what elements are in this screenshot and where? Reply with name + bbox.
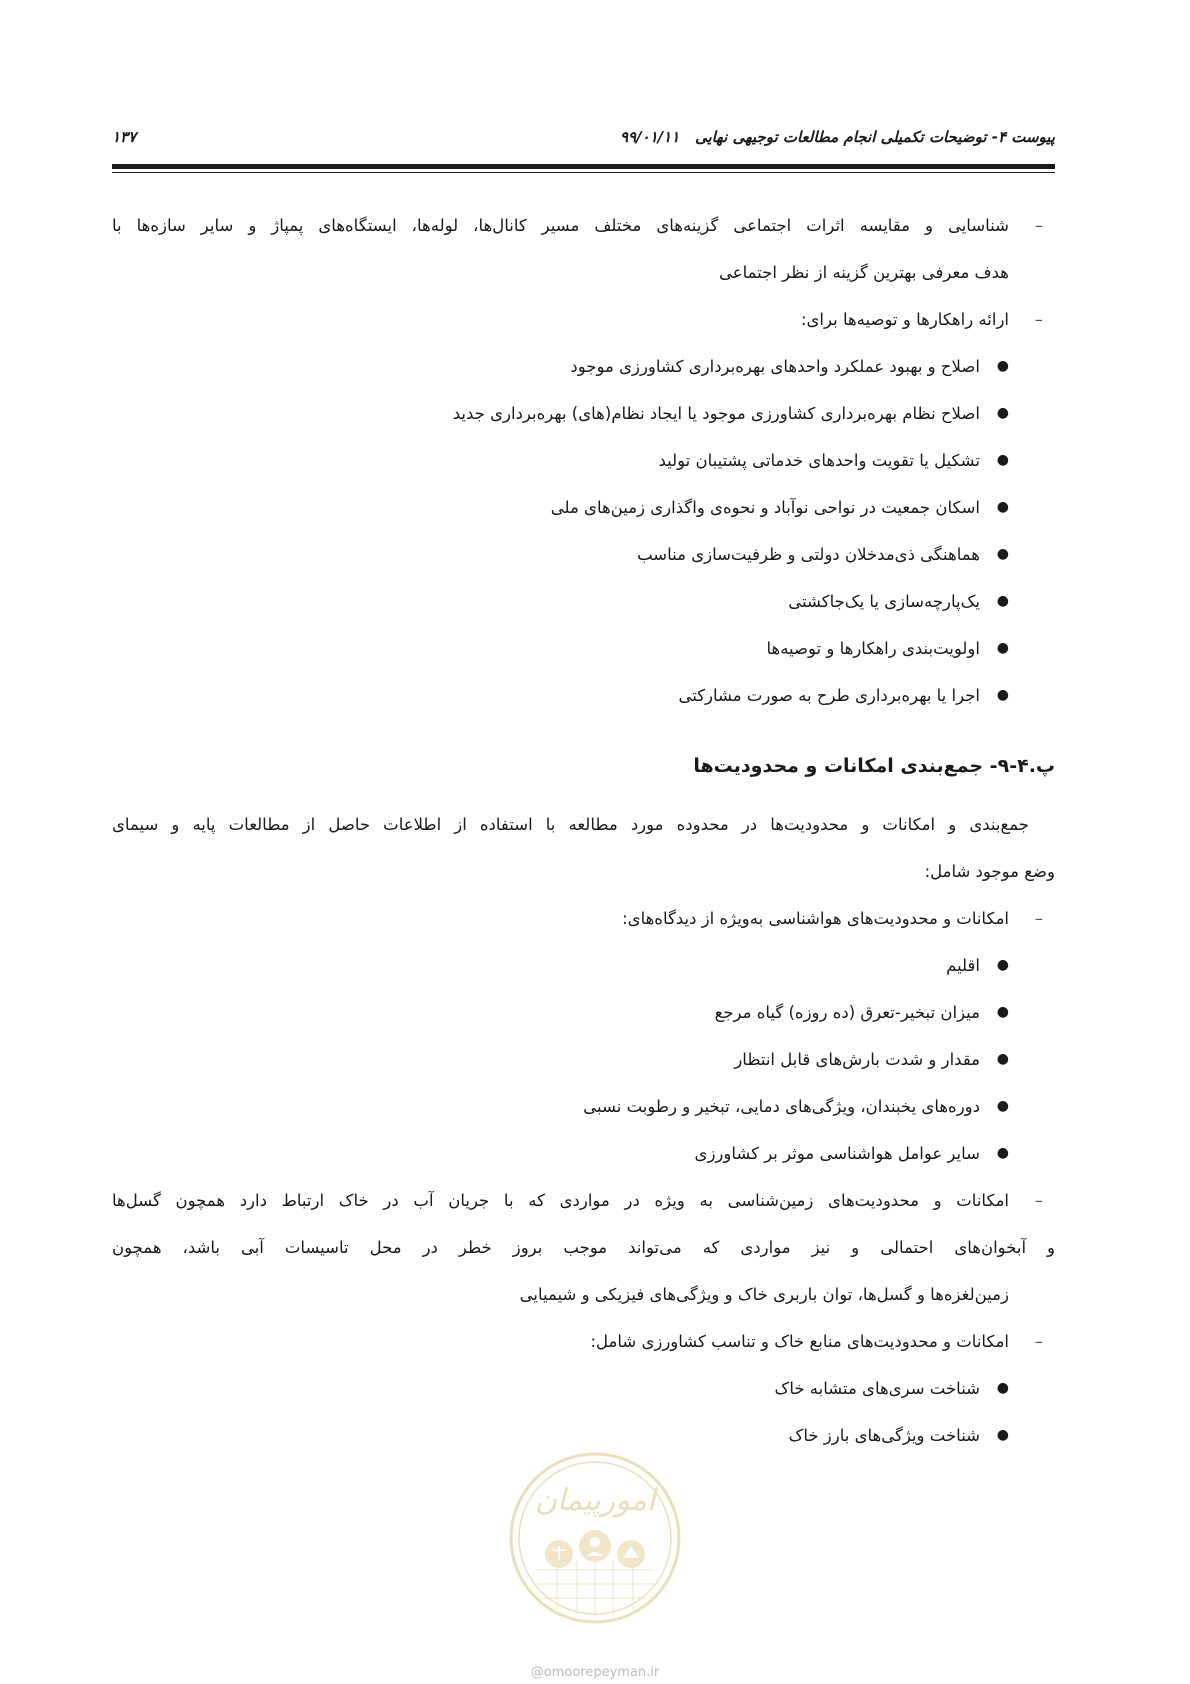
- dash-marker: –: [1034, 909, 1043, 928]
- intro-paragraph-line: وضع موجود شامل:: [924, 862, 1055, 881]
- bullet-text: اصلاح و بهبود عملکرد واحدهای بهره‌برداری کشاورزی موجود: [570, 357, 980, 376]
- bullet-item: [112, 390, 1055, 437]
- bullet-text: دوره‌های یخبندان، ویژگی‌های دمایی، تبخیر و رطوبت نسبی: [583, 1097, 980, 1116]
- bullet-item: [112, 672, 1055, 719]
- bullet-item: [112, 437, 1055, 484]
- bullet-text: اولویت‌بندی راهکارها و توصیه‌ها: [766, 639, 980, 658]
- dash-item-continuation: و آبخوان‌های احتمالی و نیز مواردی که می‌تواند موجب بروز خطر در محل تاسیسات آبی باشد، همچون: [112, 1238, 1055, 1257]
- dash-item-text: هدف معرفی بهترین گزینه از نظر اجتماعی: [719, 263, 1009, 282]
- bullet-marker: ●: [996, 546, 1009, 562]
- bullet-marker: ●: [996, 1380, 1009, 1396]
- bullet-marker: ●: [996, 1051, 1009, 1067]
- bullet-item: [112, 578, 1055, 625]
- bullet-marker: ●: [996, 687, 1009, 703]
- watermark-domain: @omoorepeyman.ir: [530, 1665, 660, 1680]
- dash-item: [112, 1177, 1055, 1224]
- header-rule-thin: [112, 172, 1055, 173]
- dash-item-text: شناسایی و مقایسه اثرات اجتماعی گزینه‌های مختلف مسیر کانال‌ها، لوله‌ها، ایستگاه‌های پمپاژ و سایر سازه‌ها با: [112, 216, 1009, 235]
- dash-item: [112, 1318, 1055, 1365]
- dash-item-text: امکانات و محدودیت‌های زمین‌شناسی به ویژه در مواردی که با جریان آب در خاک ارتباط دارد همچون گسل‌ها: [112, 1191, 1009, 1210]
- bullet-marker: ●: [996, 1427, 1009, 1443]
- bullet-marker: ●: [996, 358, 1009, 374]
- bullet-text: میزان تبخیر-تعرق (ده روزه) گیاه مرجع: [714, 1003, 980, 1022]
- bullet-marker: ●: [996, 1098, 1009, 1114]
- bullet-marker: ●: [996, 1004, 1009, 1020]
- bullet-text: اجرا یا بهره‌برداری طرح به صورت مشارکتی: [678, 686, 980, 705]
- bullet-item: [112, 484, 1055, 531]
- bullet-item: [112, 625, 1055, 672]
- bullet-text: سایر عوامل هواشناسی موثر بر کشاورزی: [694, 1144, 980, 1163]
- bullet-text: اقلیم: [946, 956, 980, 975]
- soil-list: [112, 1365, 1055, 1459]
- dash-item-text: امکانات و محدودیت‌های منابع خاک و تناسب کشاورزی شامل:: [590, 1332, 1009, 1351]
- dash-marker: –: [1034, 216, 1043, 235]
- bullet-item: [112, 1083, 1055, 1130]
- bullet-marker: ●: [996, 640, 1009, 656]
- bullet-marker: ●: [996, 957, 1009, 973]
- header-date: ۹۹/۰۱/۱۱: [619, 128, 680, 146]
- dash-marker: –: [1034, 310, 1043, 329]
- dash-item: [112, 202, 1055, 249]
- bullet-text: تشکیل یا تقویت واحدهای خدماتی پشتیبان تولید: [658, 451, 980, 470]
- header-rule-thick: [112, 164, 1055, 169]
- dash-item-continuation: [112, 249, 1055, 296]
- bullet-marker: ●: [996, 499, 1009, 515]
- dash-marker: –: [1034, 1332, 1043, 1351]
- bullet-text: اسکان جمعیت در نواحی نوآباد و نحوه‌ی واگذاری زمین‌های ملی: [550, 498, 980, 517]
- recommendations-list: [112, 343, 1055, 719]
- dash-item-text: امکانات و محدودیت‌های هواشناسی به‌ویژه از دیدگاه‌های:: [622, 909, 1009, 928]
- intro-paragraph-line: جمع‌بندی و امکانات و محدودیت‌ها در محدوده مورد مطالعه با استفاده از اطلاعات حاصل از مطالعات پایه و سیمای: [112, 815, 1029, 834]
- dash-item: [112, 895, 1055, 942]
- watermark-logo-text: امورپیمان: [534, 1483, 656, 1518]
- bullet-item: [112, 1365, 1055, 1412]
- dash-marker: –: [1034, 1191, 1043, 1210]
- page-header: [112, 128, 1055, 154]
- bullet-text: مقدار و شدت بارش‌های قابل انتظار: [734, 1050, 980, 1069]
- bullet-item: [112, 1130, 1055, 1177]
- bullet-marker: ●: [996, 405, 1009, 421]
- dash-item-text: زمین‌لغزه‌ها و گسل‌ها، توان باربری خاک و ویژگی‌های فیزیکی و شیمیایی: [519, 1285, 1009, 1304]
- dash-item: [112, 296, 1055, 343]
- bullet-text: شناخت ویژگی‌های بارز خاک: [788, 1426, 980, 1445]
- header-title: [620, 128, 1055, 146]
- dash-item-continuation: [112, 1271, 1055, 1318]
- section-heading: پ.۴-۹- جمع‌بندی امکانات و محدودیت‌ها: [693, 755, 1055, 777]
- watermark-logo: [507, 1450, 683, 1626]
- bullet-item: [112, 343, 1055, 390]
- bullet-item: [112, 531, 1055, 578]
- bullet-marker: ●: [996, 452, 1009, 468]
- page-number: ۱۳۷: [112, 128, 137, 146]
- bullet-text: شناخت سری‌های متشابه خاک: [774, 1379, 980, 1398]
- bullet-text: اصلاح نظام بهره‌برداری کشاورزی موجود یا ایجاد نظام(های) بهره‌برداری جدید: [452, 404, 980, 423]
- bullet-item: [112, 942, 1055, 989]
- header-title-text: پیوست ۴- توضیحات تکمیلی انجام مطالعات توجیهی نهایی: [694, 128, 1055, 146]
- bullet-text: هماهنگی ذی‌مدخلان دولتی و ظرفیت‌سازی مناسب: [637, 545, 980, 564]
- bullet-marker: ●: [996, 1145, 1009, 1161]
- bullet-item: [112, 1036, 1055, 1083]
- page-body: [112, 202, 1055, 1459]
- bullet-text: یک‌پارچه‌سازی یا یک‌جاکشتی: [788, 592, 980, 611]
- climate-list: [112, 942, 1055, 1177]
- bullet-item: [112, 989, 1055, 1036]
- bullet-marker: ●: [996, 593, 1009, 609]
- dash-item-text: ارائه راهکارها و توصیه‌ها برای:: [800, 310, 1009, 329]
